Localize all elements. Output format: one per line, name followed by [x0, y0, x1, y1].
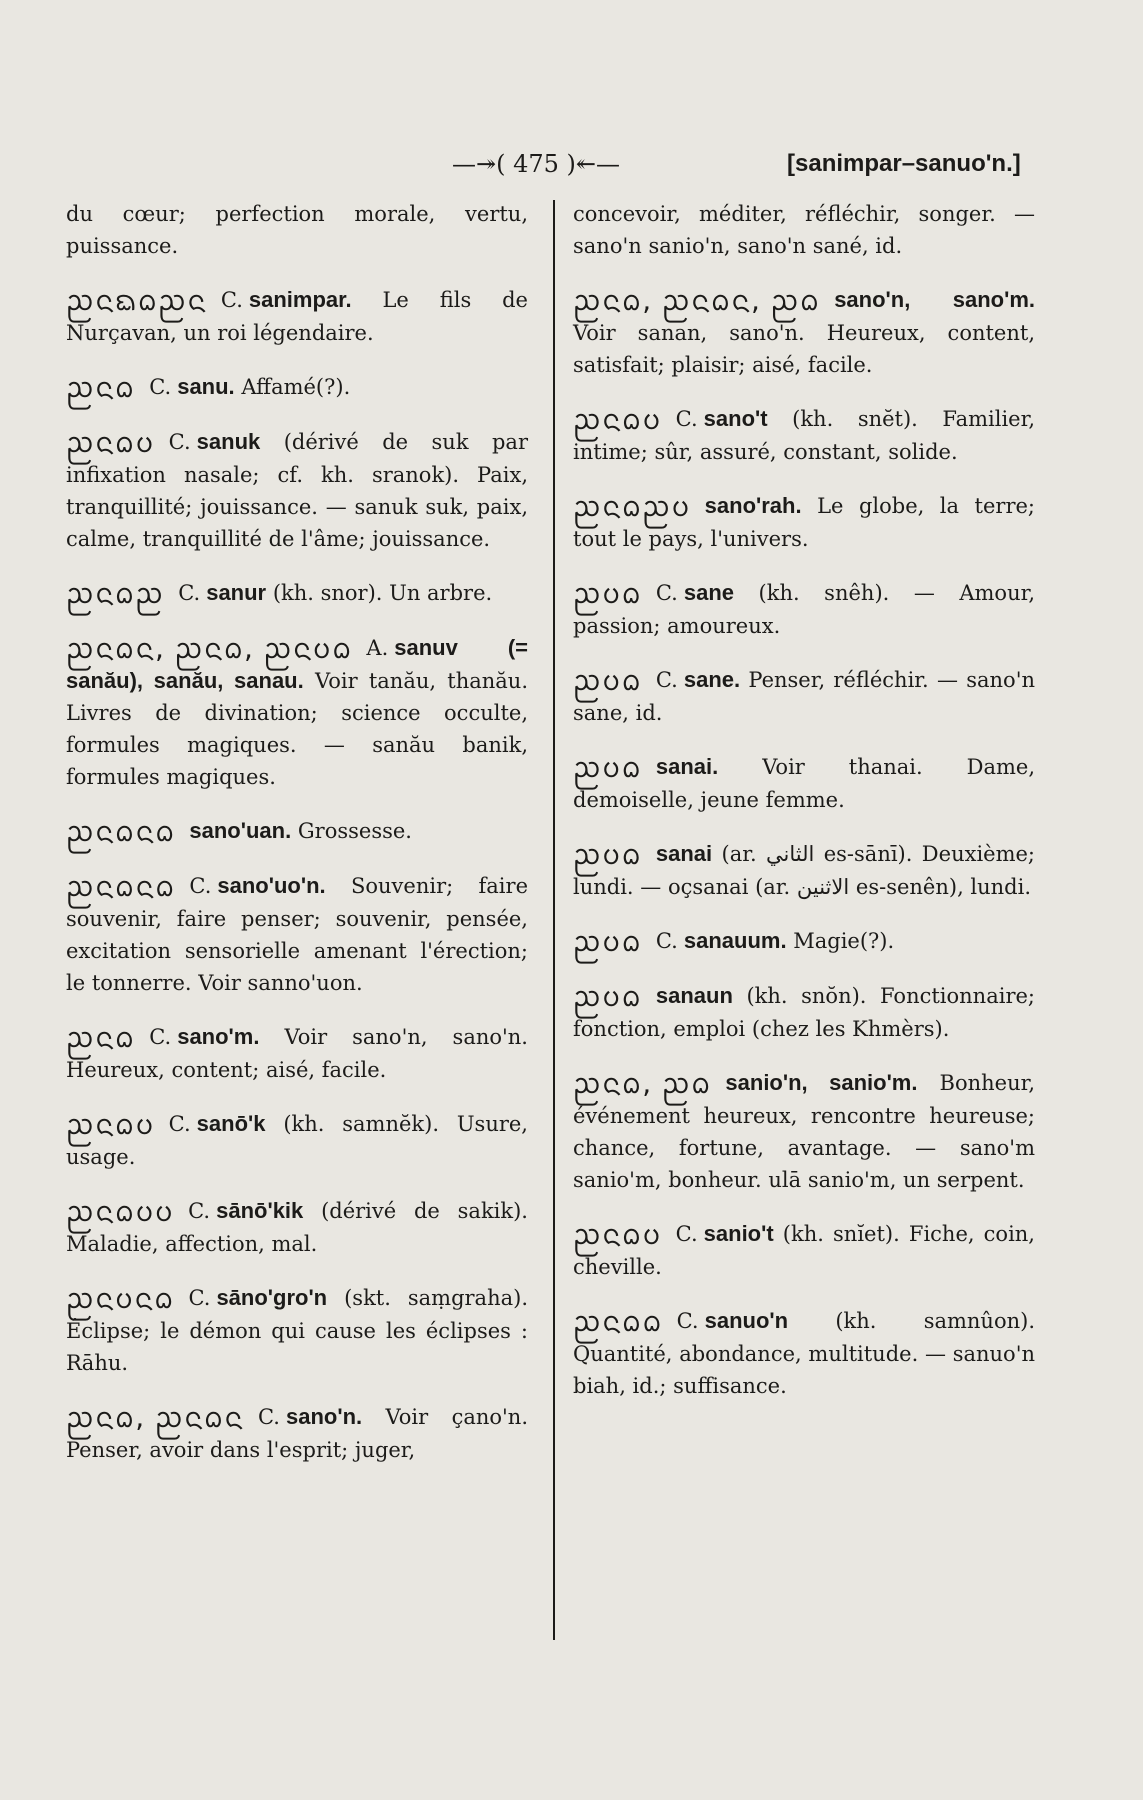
- cham-script: ᨬᨷᨵ: [573, 664, 642, 697]
- entry-abbreviation: C.: [655, 929, 678, 953]
- entry-abbreviation: C.: [149, 1025, 172, 1049]
- entry-headword: sano'uo'n.: [217, 873, 326, 898]
- entry-sane-1: [573, 577, 1035, 642]
- cham-script: ᨬᨷᨵ: [573, 925, 642, 958]
- cham-script: ᨬᨶᨵᨷᨷ: [66, 1195, 175, 1228]
- entry-sanok: [66, 1108, 528, 1173]
- entry-definition: (dérivé de sakik). Maladie, affection, mal.: [66, 1199, 528, 1256]
- entry-abbreviation: C.: [675, 1222, 698, 1246]
- entry-headword: sanai.: [655, 754, 719, 779]
- cham-script: ᨬᨷᨵ: [573, 577, 642, 610]
- entry-definition: (kh. snŏn). Fonctionnaire; fonction, emploi (chez les Khmèrs).: [573, 984, 1035, 1041]
- entry-abbreviation: C.: [168, 1112, 191, 1136]
- entry-definition: Voir tanău, thanău. Livres de divination; science occulte, formules magiques. — sanău banik, formules magiques.: [66, 669, 529, 789]
- entry-sanimpar: [66, 284, 528, 349]
- entry-sanuk: [66, 426, 528, 555]
- entry-definition: (kh. snor). Un arbre.: [272, 581, 493, 605]
- entry-headword: sano'n.: [285, 1404, 363, 1429]
- entry-headword: sanuo'n: [704, 1308, 789, 1333]
- entry-sanom: [66, 1021, 528, 1086]
- entry-sanogron: [66, 1282, 528, 1379]
- cham-script: ᨬᨶᨵ, ᨬᨵ: [573, 1067, 712, 1100]
- entry-headword: sane: [683, 580, 735, 605]
- cham-script: ᨬᨶᨳᨵᨬᨶ: [66, 284, 207, 317]
- cham-script: ᨬᨷᨵ: [573, 980, 642, 1013]
- entry-headword: sanaun: [655, 983, 733, 1008]
- entry-sanuon: [573, 1305, 1035, 1402]
- entry-sanokik: [66, 1195, 528, 1260]
- cham-script: ᨬᨶᨵᨷ: [66, 426, 155, 459]
- column-divider: [553, 200, 555, 1640]
- entry-definition: (dérivé de suk par infixation nasale; cf. kh. sranok). Paix, tranquillité; jouissance. — sanuk suk, paix, calme, tranquillité de l'âme; jouissance.: [66, 430, 528, 551]
- left-column: [66, 198, 528, 1466]
- entry-sanouon: [66, 870, 528, 999]
- entry-abbreviation: C.: [149, 375, 172, 399]
- entry-headword: sanai: [655, 841, 713, 866]
- cham-script: ᨬᨶᨵᨶᨵ: [66, 815, 176, 848]
- entry-range: [sanimpar–sanuo'n.]: [787, 150, 1021, 177]
- entry-sanai-2: [573, 838, 1035, 903]
- entry-sanai-1: [573, 751, 1035, 816]
- entry-sanorah: [573, 490, 1035, 555]
- entry-headword: sanō'k: [196, 1111, 266, 1136]
- entry-sanouan: [66, 815, 528, 848]
- entry-definition: Penser, réfléchir. — sano'n sane, id.: [573, 668, 1035, 725]
- entry-definition: (ar. الثاني es-sānī). Deuxième; lundi. — oçsanai (ar. الاثنين es-senên), lundi.: [573, 842, 1035, 899]
- entry-headword: sano'm.: [177, 1024, 260, 1049]
- cham-script: ᨬᨶᨵᨬ: [66, 577, 165, 610]
- entry-text: concevoir, méditer, réfléchir, songer. — sano'n sanio'n, sano'n sané, id.: [573, 202, 1035, 258]
- entry-continuation: [66, 198, 528, 262]
- entry-sanot: [573, 403, 1035, 468]
- page-header: [0, 150, 1143, 184]
- entry-headword: sane.: [683, 667, 741, 692]
- entry-abbreviation: C.: [188, 1199, 211, 1223]
- entry-abbreviation: C.: [257, 1405, 280, 1429]
- entry-abbreviation: C.: [220, 288, 243, 312]
- entry-definition: Voir thanai. Dame, demoiselle, jeune femme.: [573, 755, 1035, 812]
- entry-headword: sanuk: [196, 429, 261, 454]
- entry-definition: Affamé(?).: [241, 375, 351, 399]
- entry-definition: Voir sanan, sano'n. Heureux, content, satisfait; plaisir; aisé, facile.: [573, 321, 1035, 377]
- entry-definition: (kh. snĭet). Fiche, coin, cheville.: [573, 1222, 1035, 1279]
- entry-abbreviation: C.: [189, 874, 212, 898]
- entry-abbreviation: C.: [655, 581, 678, 605]
- cham-script: ᨬᨶᨵ: [66, 1021, 136, 1054]
- cham-script: ᨬᨶᨵ, ᨬᨶᨵᨶ, ᨬᨵ: [573, 284, 821, 317]
- entry-sanu: [66, 371, 528, 404]
- cham-script: ᨬᨶᨵᨬᨷ: [573, 490, 691, 523]
- entry-abbreviation: C.: [675, 407, 698, 431]
- cham-script: ᨬᨶᨵᨵ: [573, 1305, 663, 1338]
- entry-headword: sanimpar.: [248, 287, 352, 312]
- cham-script: ᨬᨷᨵ: [573, 751, 642, 784]
- cham-script: ᨬᨶᨵᨶ, ᨬᨶᨵ, ᨬᨶᨷᨵ: [66, 632, 353, 665]
- cham-script: ᨬᨶᨵᨷ: [573, 1218, 662, 1251]
- entry-definition: Le fils de Nurçavan, un roi légendaire.: [66, 288, 528, 345]
- entry-definition: Le globe, la terre; tout le pays, l'univers.: [573, 494, 1035, 551]
- entry-definition: (kh. samnûon). Quantité, abondance, multitude. — sanuo'n biah, id.; suffisance.: [573, 1309, 1035, 1398]
- cham-script: ᨬᨶᨵ: [66, 371, 136, 404]
- entry-sane-2: [573, 664, 1035, 729]
- entry-saniot: [573, 1218, 1035, 1283]
- entry-definition: (skt. saṃgraha). Éclipse; le démon qui cause les éclipses : Rāhu.: [66, 1286, 528, 1375]
- entry-abbreviation: C.: [188, 1286, 211, 1310]
- entry-definition: Magie(?).: [793, 929, 895, 953]
- entry-headword: sano'n, sano'm.: [834, 287, 1035, 312]
- entry-headword: sanur: [206, 580, 267, 605]
- entry-headword: sano't: [703, 406, 768, 431]
- entry-sanon: [66, 1401, 528, 1466]
- cham-script: ᨬᨷᨵ: [573, 838, 642, 871]
- entry-headword: sānō'kik: [216, 1198, 304, 1223]
- entry-abbreviation: C.: [655, 668, 678, 692]
- entry-headword: sāno'gro'n: [216, 1285, 328, 1310]
- entry-definition: Souvenir; faire souvenir, faire penser; souvenir, pensée, excitation sensorielle amenant l'érection; le tonnerre. Voir sanno'uon.: [66, 874, 528, 995]
- page-number: —↠( 475 )↞—: [452, 150, 621, 178]
- cham-script: ᨬᨶᨷᨶᨵ: [66, 1282, 175, 1315]
- entry-headword: sanio't: [703, 1221, 774, 1246]
- entry-sanuv: [66, 632, 528, 793]
- entry-sanauum: [573, 925, 1035, 958]
- entry-definition: (kh. snĕt). Familier, intime; sûr, assuré, constant, solide.: [573, 407, 1035, 464]
- entry-headword: sanauum.: [683, 928, 787, 953]
- cham-script: ᨬᨶᨵᨷ: [573, 403, 662, 436]
- entry-sanur: [66, 577, 528, 610]
- entry-sanon-sanom: [573, 284, 1035, 381]
- entry-abbreviation: A.: [366, 636, 389, 660]
- entry-definition: (kh. samnĕk). Usure, usage.: [66, 1112, 528, 1169]
- entry-text: du cœur; perfection morale, vertu, puissance.: [66, 202, 528, 258]
- cham-script: ᨬᨶᨵᨶᨵ: [66, 870, 176, 903]
- entry-definition: Voir sano'n, sano'n. Heureux, content; aisé, facile.: [66, 1025, 528, 1082]
- entry-headword: sano'uan.: [189, 818, 292, 843]
- entry-headword: sanuv (= sanău), sanău, sanau.: [66, 635, 528, 693]
- entry-abbreviation: C.: [178, 581, 201, 605]
- entry-definition: Bonheur, événement heureux, rencontre heureuse; chance, fortune, avantage. — sano'm sanio'm, bonheur. ulā sanio'm, un serpent.: [573, 1071, 1035, 1192]
- entry-definition: (kh. snêh). — Amour, passion; amoureux.: [573, 581, 1035, 638]
- entry-abbreviation: C.: [676, 1309, 699, 1333]
- entry-abbreviation: C.: [168, 430, 191, 454]
- entry-headword: sanu.: [177, 374, 235, 399]
- cham-script: ᨬᨶᨵ, ᨬᨶᨵᨶ: [66, 1401, 244, 1434]
- entry-headword: sano'rah.: [704, 493, 802, 518]
- right-column: [573, 198, 1035, 1402]
- entry-definition: Voir çano'n. Penser, avoir dans l'esprit; juger,: [66, 1405, 528, 1462]
- entry-definition: Grossesse.: [297, 819, 412, 843]
- entry-headword: sanio'n, sanio'm.: [725, 1070, 918, 1095]
- entry-sanion: [573, 1067, 1035, 1196]
- cham-script: ᨬᨶᨵᨷ: [66, 1108, 155, 1141]
- entry-continuation: [573, 198, 1035, 262]
- entry-sanaun: [573, 980, 1035, 1045]
